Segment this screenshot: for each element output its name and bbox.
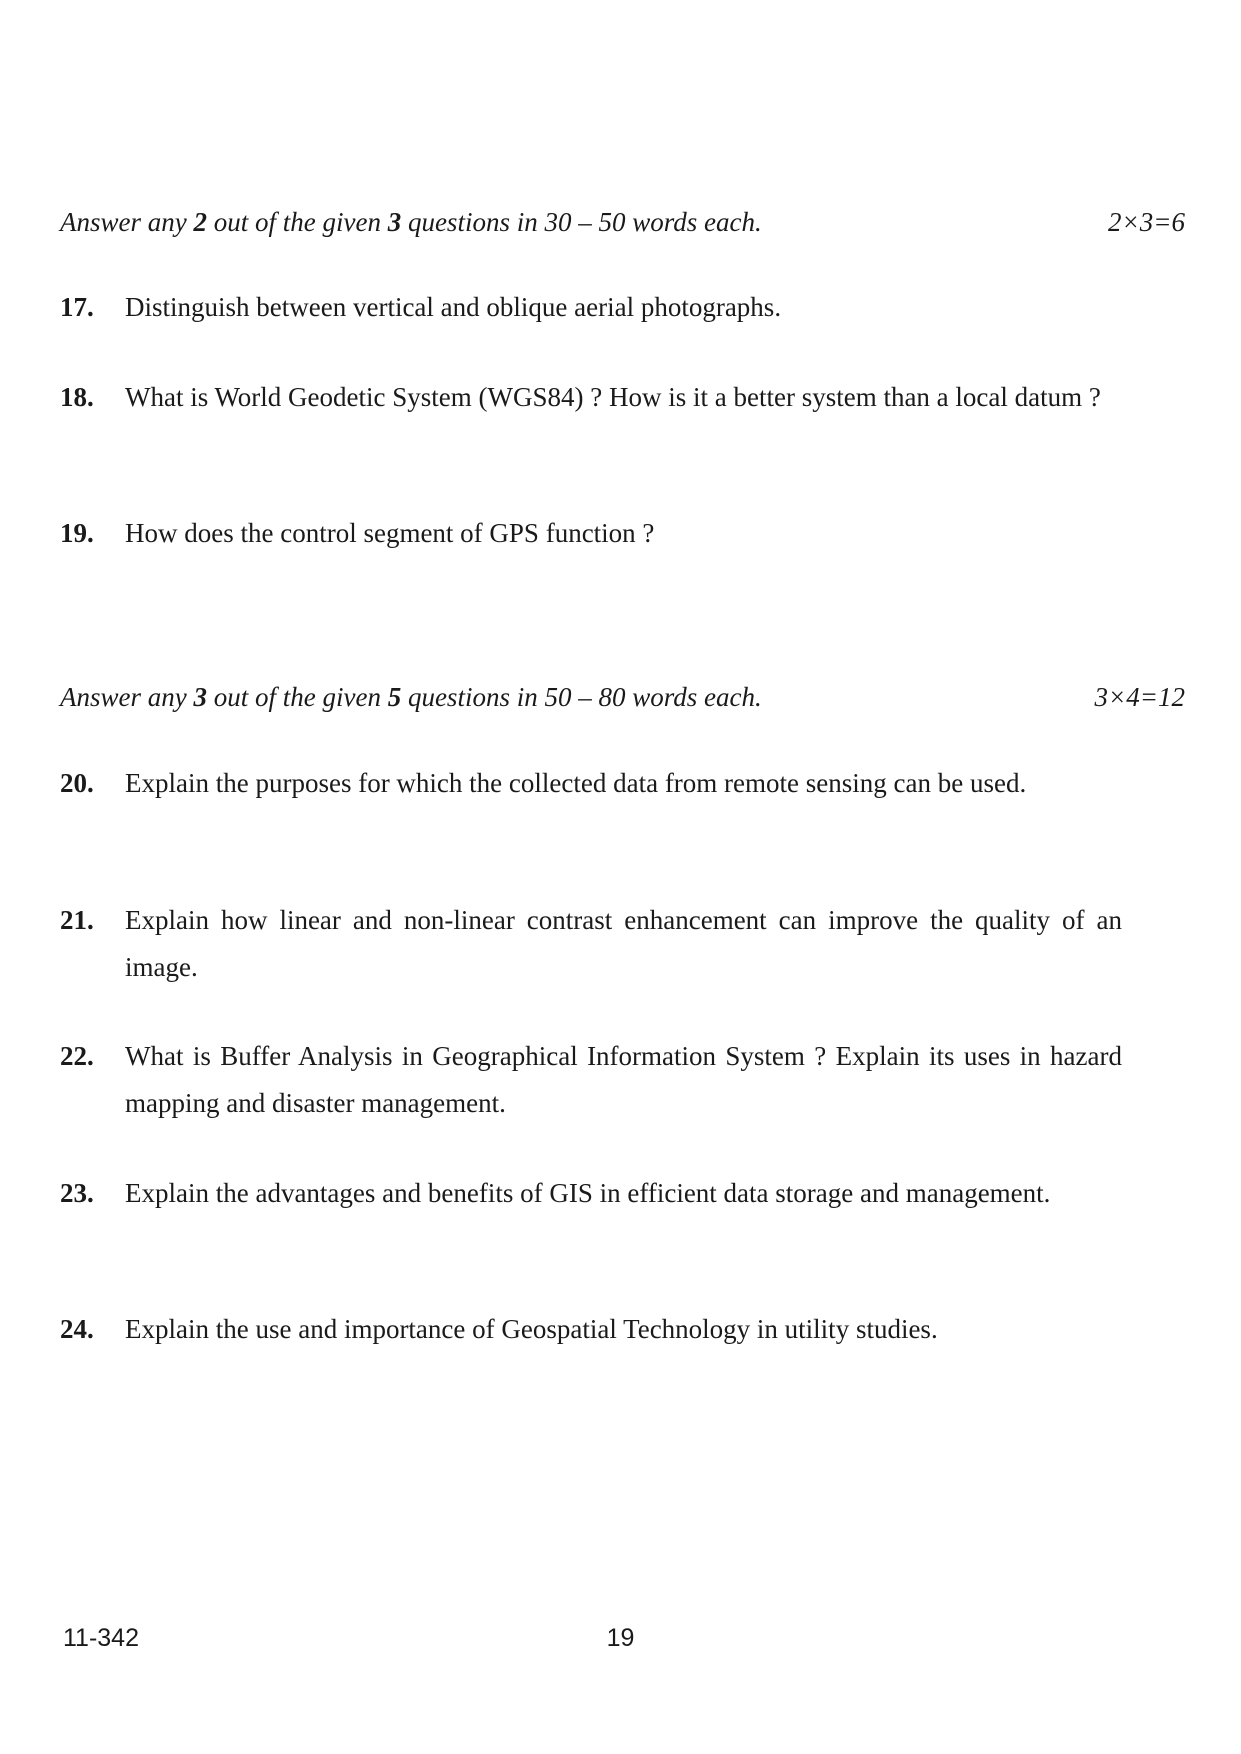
question-number: 21. xyxy=(60,905,94,935)
question-number: 24. xyxy=(60,1314,94,1344)
question-text: Distinguish between vertical and oblique aerial photographs. xyxy=(125,292,782,322)
question-text: What is World Geodetic System (WGS84) ? How is it a better system than a local datum ? xyxy=(125,382,1101,412)
question-number: 22. xyxy=(60,1041,94,1071)
question-number: 17. xyxy=(60,292,94,322)
question-17 xyxy=(60,284,1122,331)
question-23 xyxy=(60,1170,1122,1217)
question-21 xyxy=(60,897,1122,991)
question-20 xyxy=(60,760,1122,807)
paper-code: 11-342 xyxy=(63,1624,139,1652)
section-b-instructions xyxy=(60,677,1185,717)
question-text: Explain the purposes for which the collected data from remote sensing can be used. xyxy=(125,768,1027,798)
question-number: 20. xyxy=(60,768,94,798)
section-b-marks: 3×4=12 xyxy=(1094,682,1185,712)
question-text: Explain the use and importance of Geospatial Technology in utility studies. xyxy=(125,1314,938,1344)
section-a-instruction-text: Answer any 2 out of the given 3 questions in 30 – 50 words each. xyxy=(60,207,762,237)
question-22 xyxy=(60,1033,1122,1127)
question-number: 23. xyxy=(60,1178,94,1208)
question-text: What is Buffer Analysis in Geographical Information System ? Explain its uses in hazard mapping and disaster management. xyxy=(125,1041,1122,1118)
section-b-instruction-text: Answer any 3 out of the given 5 questions in 50 – 80 words each. xyxy=(60,682,762,712)
question-text: How does the control segment of GPS function ? xyxy=(125,518,655,548)
question-text: Explain the advantages and benefits of GIS in efficient data storage and management. xyxy=(125,1178,1051,1208)
section-a-instructions xyxy=(60,202,1185,242)
question-18 xyxy=(60,374,1122,421)
question-text: Explain how linear and non-linear contrast enhancement can improve the quality of an image. xyxy=(125,905,1122,982)
question-number: 19. xyxy=(60,518,94,548)
section-a-marks: 2×3=6 xyxy=(1108,207,1185,237)
question-19 xyxy=(60,510,1122,557)
question-number: 18. xyxy=(60,382,94,412)
page-number: 19 xyxy=(606,1624,635,1652)
question-24 xyxy=(60,1306,1122,1353)
